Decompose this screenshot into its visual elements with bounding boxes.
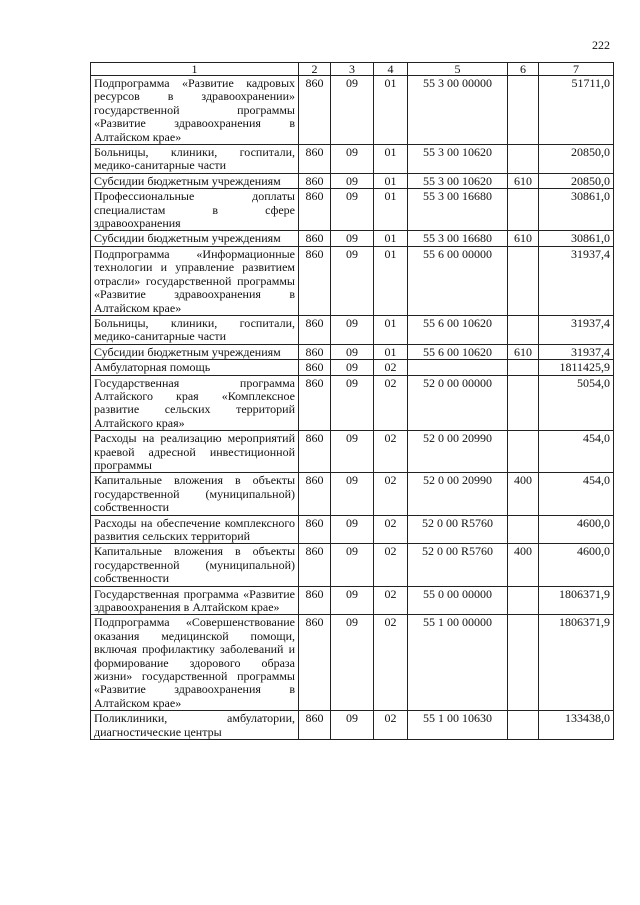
section-code-cell: 09	[331, 431, 374, 473]
target-article-cell	[408, 360, 508, 375]
grbs-code-cell: 860	[299, 544, 331, 586]
table-row	[91, 431, 614, 473]
grbs-code-cell: 860	[299, 375, 331, 431]
subsection-code-cell: 01	[374, 231, 408, 246]
expense-type-cell: 400	[508, 473, 539, 515]
row-name-cell: Больницы, клиники, госпитали, медико-санитарные части	[91, 145, 299, 174]
amount-cell: 4600,0	[539, 515, 614, 544]
column-header: 1	[91, 63, 299, 76]
subsection-code-cell: 01	[374, 173, 408, 188]
target-article-cell: 55 3 00 16680	[408, 231, 508, 246]
table-row	[91, 515, 614, 544]
expense-type-cell	[508, 615, 539, 711]
subsection-code-cell: 01	[374, 189, 408, 231]
column-header: 3	[331, 63, 374, 76]
grbs-code-cell: 860	[299, 189, 331, 231]
expense-type-cell	[508, 360, 539, 375]
subsection-code-cell: 01	[374, 344, 408, 359]
column-header: 2	[299, 63, 331, 76]
section-code-cell: 09	[331, 173, 374, 188]
amount-cell: 30861,0	[539, 231, 614, 246]
amount-cell: 454,0	[539, 473, 614, 515]
row-name-cell: Расходы на обеспечение комплексного развития сельских территорий	[91, 515, 299, 544]
target-article-cell: 52 0 00 20990	[408, 431, 508, 473]
row-name-cell: Расходы на реализацию мероприятий краевой адресной инвестиционной программы	[91, 431, 299, 473]
expense-type-cell	[508, 315, 539, 344]
row-name-cell: Государственная программа Алтайского края «Комплексное развитие сельских территорий Алтайского края»	[91, 375, 299, 431]
amount-cell: 20850,0	[539, 145, 614, 174]
section-code-cell: 09	[331, 515, 374, 544]
row-name-cell: Амбулаторная помощь	[91, 360, 299, 375]
section-code-cell: 09	[331, 344, 374, 359]
section-code-cell: 09	[331, 586, 374, 615]
section-code-cell: 09	[331, 231, 374, 246]
subsection-code-cell: 02	[374, 515, 408, 544]
target-article-cell: 52 0 00 20990	[408, 473, 508, 515]
amount-cell: 20850,0	[539, 173, 614, 188]
row-name-cell: Капитальные вложения в объекты государственной (муниципальной) собственности	[91, 544, 299, 586]
target-article-cell: 55 1 00 00000	[408, 615, 508, 711]
table-row	[91, 344, 614, 359]
subsection-code-cell: 02	[374, 360, 408, 375]
target-article-cell: 55 3 00 10620	[408, 145, 508, 174]
section-code-cell: 09	[331, 544, 374, 586]
expense-type-cell: 610	[508, 344, 539, 359]
grbs-code-cell: 860	[299, 344, 331, 359]
row-name-cell: Профессиональные доплаты специалистам в сфере здравоохранения	[91, 189, 299, 231]
table-row	[91, 173, 614, 188]
grbs-code-cell: 860	[299, 586, 331, 615]
section-code-cell: 09	[331, 246, 374, 315]
target-article-cell: 55 6 00 00000	[408, 246, 508, 315]
row-name-cell: Подпрограмма «Совершенствование оказания медицинской помощи, включая профилактику заболеваний и формирование здорового образа жизни» государственной программы «Развитие здравоохранения в Алтайском крае»	[91, 615, 299, 711]
grbs-code-cell: 860	[299, 315, 331, 344]
page-number: 222	[592, 38, 610, 52]
amount-cell: 1806371,9	[539, 615, 614, 711]
target-article-cell: 55 6 00 10620	[408, 315, 508, 344]
grbs-code-cell: 860	[299, 173, 331, 188]
expense-type-cell	[508, 246, 539, 315]
target-article-cell: 55 3 00 16680	[408, 189, 508, 231]
row-name-cell: Субсидии бюджетным учреждениям	[91, 344, 299, 359]
row-name-cell: Субсидии бюджетным учреждениям	[91, 231, 299, 246]
grbs-code-cell: 860	[299, 431, 331, 473]
subsection-code-cell: 02	[374, 711, 408, 740]
target-article-cell: 55 6 00 10620	[408, 344, 508, 359]
section-code-cell: 09	[331, 315, 374, 344]
subsection-code-cell: 02	[374, 615, 408, 711]
column-header: 5	[408, 63, 508, 76]
grbs-code-cell: 860	[299, 360, 331, 375]
expense-type-cell: 610	[508, 231, 539, 246]
row-name-cell: Государственная программа «Развитие здравоохранения в Алтайском крае»	[91, 586, 299, 615]
table-row	[91, 711, 614, 740]
expense-type-cell	[508, 515, 539, 544]
subsection-code-cell: 02	[374, 586, 408, 615]
target-article-cell: 55 3 00 00000	[408, 76, 508, 145]
section-code-cell: 09	[331, 189, 374, 231]
target-article-cell: 55 0 00 00000	[408, 586, 508, 615]
expense-type-cell: 400	[508, 544, 539, 586]
table-row	[91, 231, 614, 246]
section-code-cell: 09	[331, 711, 374, 740]
table-row	[91, 586, 614, 615]
subsection-code-cell: 01	[374, 246, 408, 315]
table-row	[91, 246, 614, 315]
budget-table	[90, 62, 614, 740]
amount-cell: 31937,4	[539, 315, 614, 344]
expense-type-cell: 610	[508, 173, 539, 188]
amount-cell: 454,0	[539, 431, 614, 473]
table-row	[91, 473, 614, 515]
subsection-code-cell: 02	[374, 375, 408, 431]
grbs-code-cell: 860	[299, 76, 331, 145]
column-header: 7	[539, 63, 614, 76]
target-article-cell: 52 0 00 00000	[408, 375, 508, 431]
section-code-cell: 09	[331, 145, 374, 174]
grbs-code-cell: 860	[299, 615, 331, 711]
row-name-cell: Субсидии бюджетным учреждениям	[91, 173, 299, 188]
target-article-cell: 55 3 00 10620	[408, 173, 508, 188]
row-name-cell: Подпрограмма «Развитие кадровых ресурсов в здравоохранении» государственной программы «Развитие здравоохранения в Алтайском крае»	[91, 76, 299, 145]
table-row	[91, 145, 614, 174]
table-row	[91, 76, 614, 145]
section-code-cell: 09	[331, 76, 374, 145]
amount-cell: 30861,0	[539, 189, 614, 231]
table-row	[91, 315, 614, 344]
grbs-code-cell: 860	[299, 711, 331, 740]
grbs-code-cell: 860	[299, 246, 331, 315]
row-name-cell: Поликлиники, амбулатории, диагностические центры	[91, 711, 299, 740]
subsection-code-cell: 02	[374, 473, 408, 515]
section-code-cell: 09	[331, 375, 374, 431]
table-row	[91, 544, 614, 586]
subsection-code-cell: 01	[374, 315, 408, 344]
grbs-code-cell: 860	[299, 231, 331, 246]
target-article-cell: 52 0 00 R5760	[408, 515, 508, 544]
table-row	[91, 615, 614, 711]
section-code-cell: 09	[331, 360, 374, 375]
expense-type-cell	[508, 711, 539, 740]
column-header: 6	[508, 63, 539, 76]
amount-cell: 31937,4	[539, 246, 614, 315]
expense-type-cell	[508, 189, 539, 231]
target-article-cell: 55 1 00 10630	[408, 711, 508, 740]
table-row	[91, 189, 614, 231]
amount-cell: 1806371,9	[539, 586, 614, 615]
grbs-code-cell: 860	[299, 515, 331, 544]
section-code-cell: 09	[331, 615, 374, 711]
amount-cell: 4600,0	[539, 544, 614, 586]
amount-cell: 1811425,9	[539, 360, 614, 375]
table-row	[91, 375, 614, 431]
row-name-cell: Больницы, клиники, госпитали, медико-санитарные части	[91, 315, 299, 344]
expense-type-cell	[508, 586, 539, 615]
subsection-code-cell: 02	[374, 431, 408, 473]
row-name-cell: Подпрограмма «Информационные технологии и управление развитием отрасли» государственной программы «Развитие здравоохранения в Алтайском крае»	[91, 246, 299, 315]
amount-cell: 51711,0	[539, 76, 614, 145]
expense-type-cell	[508, 145, 539, 174]
grbs-code-cell: 860	[299, 473, 331, 515]
expense-type-cell	[508, 431, 539, 473]
subsection-code-cell: 01	[374, 145, 408, 174]
target-article-cell: 52 0 00 R5760	[408, 544, 508, 586]
amount-cell: 5054,0	[539, 375, 614, 431]
table-row	[91, 360, 614, 375]
amount-cell: 31937,4	[539, 344, 614, 359]
header-row	[91, 63, 614, 76]
row-name-cell: Капитальные вложения в объекты государственной (муниципальной) собственности	[91, 473, 299, 515]
subsection-code-cell: 01	[374, 76, 408, 145]
section-code-cell: 09	[331, 473, 374, 515]
grbs-code-cell: 860	[299, 145, 331, 174]
expense-type-cell	[508, 76, 539, 145]
subsection-code-cell: 02	[374, 544, 408, 586]
column-header: 4	[374, 63, 408, 76]
amount-cell: 133438,0	[539, 711, 614, 740]
expense-type-cell	[508, 375, 539, 431]
